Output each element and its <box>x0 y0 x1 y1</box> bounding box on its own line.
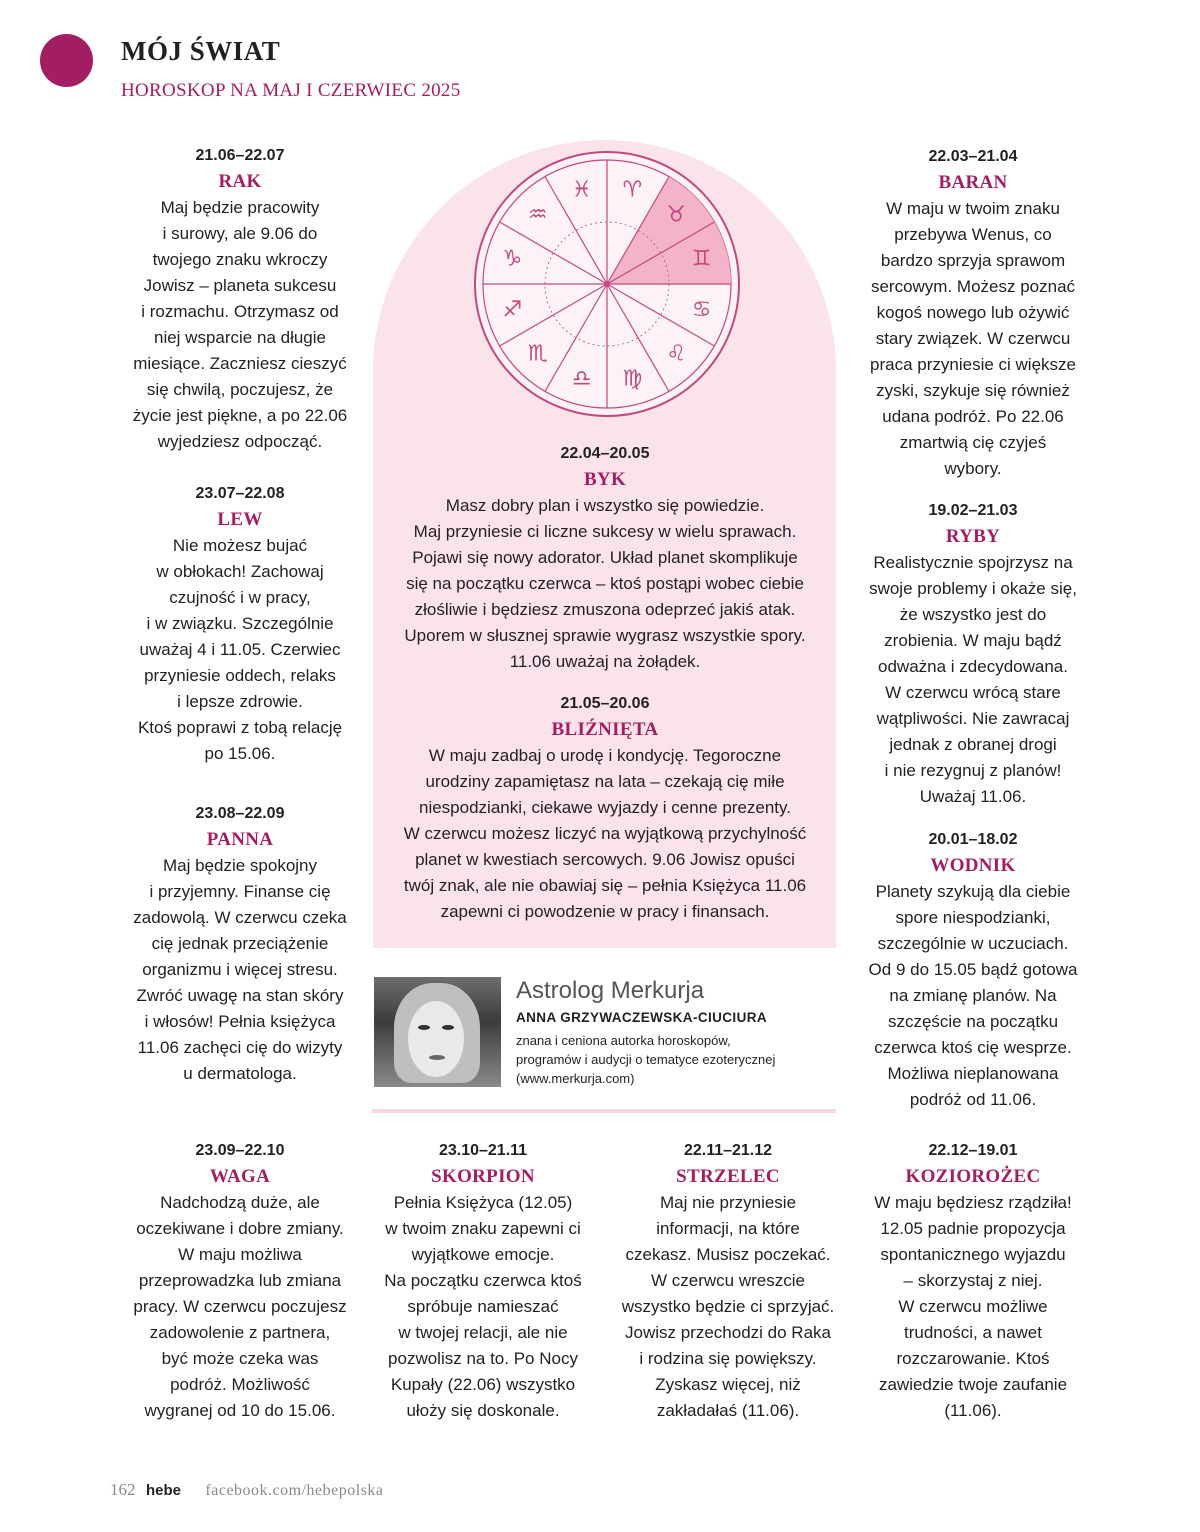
page-footer <box>110 1480 384 1500</box>
sign-dates: 23.10–21.11 <box>438 1142 528 1159</box>
section-title: MÓJ ŚWIAT <box>121 36 281 66</box>
sign-text: Maj nie przyniesie informacji, na które czekasz. Musisz poczekać. W czerwcu wreszcie wszystko będzie ci sprzyjać. Jowisz przechodzi do Raka i rodzina się powiększy. Zyskasz więcej, niż zakładałaś (11.06). <box>621 1193 835 1420</box>
author-heading: Astrolog Merkurja <box>516 977 705 1004</box>
sign-name: RAK <box>218 171 262 192</box>
sign-name: WAGA <box>209 1166 271 1187</box>
divider <box>372 1109 836 1113</box>
sign-name: LEW <box>217 509 263 530</box>
sign-dates: 22.12–19.01 <box>928 1142 1018 1159</box>
sign-text: Nadchodzą duże, ale oczekiwane i dobre zmiany. W maju możliwa przeprowadzka lub zmiana pracy. W czerwcu poczujesz zadowolenie z partnera, być może czeka was podróż. Możliwość wygranej od 10 do 15.06. <box>133 1193 347 1420</box>
sign-text: W maju zadbaj o urodę i kondycję. Tegoroczne urodziny zapamiętasz na lata – czekają cię miłe niespodzianki, ciekawe wyjazdy i cenne prezenty. W czerwcu możesz liczyć na wyjątkową przychylność planet w kwestiach sercowych. 9.06 Jowisz opuści twój znak, ale nie obawiaj się – pełnia Księżyca 11.06 zapewni ci powodzenie w pracy i finansach. <box>403 746 807 921</box>
sign-dates: 22.04–20.05 <box>560 445 650 462</box>
sign-text: Pełnia Księżyca (12.05) w twoim znaku zapewni ci wyjątkowe emocje. Na początku czerwca ktoś spróbuje namieszać w twojej relacji, ale nie pozwolisz na to. Po Nocy Kupały (22.06) wszystko ułoży się doskonale. <box>384 1193 582 1420</box>
zodiac-symbol: ♍ <box>622 366 643 392</box>
sign-name: BLIŹNIĘTA <box>551 719 659 740</box>
zodiac-symbol: ♐ <box>502 297 523 323</box>
social-link[interactable]: facebook.com/hebepolska <box>205 1482 384 1499</box>
sign-dates: 21.06–22.07 <box>195 147 285 164</box>
sign-wodnik <box>848 827 1098 1113</box>
sign-blizneta <box>380 691 830 925</box>
sign-text: W maju będziesz rządziła! 12.05 padnie propozycja spontanicznego wyjazdu – skorzystaj z niej. W czerwcu możliwe trudności, a nawet rozczarowanie. Ktoś zawiedzie twoje zaufanie (11.06). <box>874 1193 1072 1420</box>
zodiac-symbol: ♑ <box>502 246 523 272</box>
zodiac-wheel-icon <box>473 150 741 418</box>
brand-logo: hebe <box>145 1482 181 1499</box>
page-subtitle: HOROSKOP NA MAJ I CZERWIEC 2025 <box>121 80 461 101</box>
author-name: ANNA GRZYWACZEWSKA-CIUCIURA <box>516 1010 768 1025</box>
sign-name: BARAN <box>938 172 1008 193</box>
sign-dates: 22.03–21.04 <box>928 148 1018 165</box>
sign-name: SKORPION <box>431 1166 535 1187</box>
sign-text: Realistycznie spojrzysz na swoje problemy i okaże się, że wszystko jest do zrobienia. W maju bądź odważna i zdecydowana. W czerwcu wrócą stare wątpliwości. Nie zawracaj jednak z obranej drogi i nie rezygnuj z planów! Uważaj 11.06. <box>869 553 1077 806</box>
sign-name: RYBY <box>945 526 1001 547</box>
sign-name: WODNIK <box>930 855 1016 876</box>
sign-baran <box>848 144 1098 482</box>
sign-dates: 20.01–18.02 <box>928 831 1018 848</box>
zodiac-symbol: ♒ <box>527 202 548 228</box>
sign-text: Maj będzie spokojny i przyjemny. Finanse cię zadowolą. W czerwcu czeka cię jednak przeciążenie organizmu i więcej stresu. Zwróć uwagę na stan skóry i włosów! Pełnia księżyca 11.06 zachęci cię do wizyty u dermatologa. <box>133 856 347 1083</box>
sign-lew <box>110 481 370 767</box>
sign-text: Planety szykują dla ciebie spore niespodzianki, szczególnie w uczuciach. Od 9 do 15.05 bądź gotowa na zmianę planów. Na szczęście na początku czerwca ktoś cię wesprze. Możliwa nieplanowana podróż od 11.06. <box>868 882 1078 1109</box>
zodiac-symbol: ♎ <box>571 366 592 392</box>
sign-byk <box>380 441 830 675</box>
sign-dates: 23.08–22.09 <box>195 805 285 822</box>
sign-dates: 23.09–22.10 <box>195 1142 285 1159</box>
sign-dates: 23.07–22.08 <box>195 485 285 502</box>
sign-ryby <box>848 498 1098 810</box>
sign-koziorozec <box>848 1138 1098 1424</box>
author-description: znana i ceniona autorka horoskopów, programów i audycji o tematyce ezoterycznej (www.merkurja.com) <box>516 1033 776 1086</box>
sign-rak <box>110 143 370 455</box>
sign-text: Masz dobry plan i wszystko się powiedzie. Maj przyniesie ci liczne sukcesy w wielu sprawach. Pojawi się nowy adorator. Układ planet skomplikuje się na początku czerwca – ktoś postąpi wobec ciebie złośliwie i będziesz zmuszona odeprzeć jakiś atak. Uporem w słusznej sprawie wygrasz wszystkie spory. 11.06 uważaj na żołądek. <box>404 496 806 671</box>
sign-dates: 21.05–20.06 <box>560 695 650 712</box>
zodiac-symbol: ♈ <box>622 177 643 203</box>
page-number: 162 <box>110 1480 136 1499</box>
zodiac-symbol: ♏ <box>527 341 548 367</box>
zodiac-symbol: ♌ <box>666 341 687 367</box>
sign-name: BYK <box>583 469 627 490</box>
sign-text: W maju w twoim znaku przebywa Wenus, co bardzo sprzyja sprawom sercowym. Możesz poznać kogoś nowego lub ożywić stary związek. W czerwcu praca przyniesie ci większe zyski, szykuje się również udana podróż. Po 22.06 zmartwią cię czyjeś wybory. <box>870 199 1076 478</box>
sign-panna <box>110 801 370 1087</box>
zodiac-symbol: ♉ <box>666 202 687 228</box>
sign-text: Maj będzie pracowity i surowy, ale 9.06 do twojego znaku wkroczy Jowisz – planeta sukcesu i rozmachu. Otrzymasz od niej wsparcie na długie miesiące. Zaczniesz cieszyć się chwilą, poczujesz, że życie jest piękne, a po 22.06 wyjedziesz odpocząć. <box>132 198 348 451</box>
sign-name: PANNA <box>206 829 274 850</box>
sign-name: KOZIOROŻEC <box>905 1166 1041 1187</box>
sign-skorpion <box>358 1138 608 1424</box>
sign-dates: 19.02–21.03 <box>928 502 1018 519</box>
zodiac-symbol: ♓ <box>571 177 592 203</box>
sign-strzelec <box>603 1138 853 1424</box>
section-dot <box>40 34 93 87</box>
zodiac-symbol: ♊ <box>691 246 712 272</box>
sign-dates: 22.11–21.12 <box>683 1142 773 1159</box>
sign-waga <box>115 1138 365 1424</box>
author-block <box>374 977 834 1089</box>
zodiac-symbol: ♋ <box>691 297 712 323</box>
author-photo <box>374 977 501 1087</box>
sign-name: STRZELEC <box>676 1166 780 1187</box>
sign-text: Nie możesz bujać w obłokach! Zachowaj czujność i w pracy, i w związku. Szczególnie uważaj 4 i 11.05. Czerwiec przyniesie oddech, relaks i lepsze zdrowie. Ktoś poprawi z tobą relację po 15.06. <box>137 536 343 763</box>
